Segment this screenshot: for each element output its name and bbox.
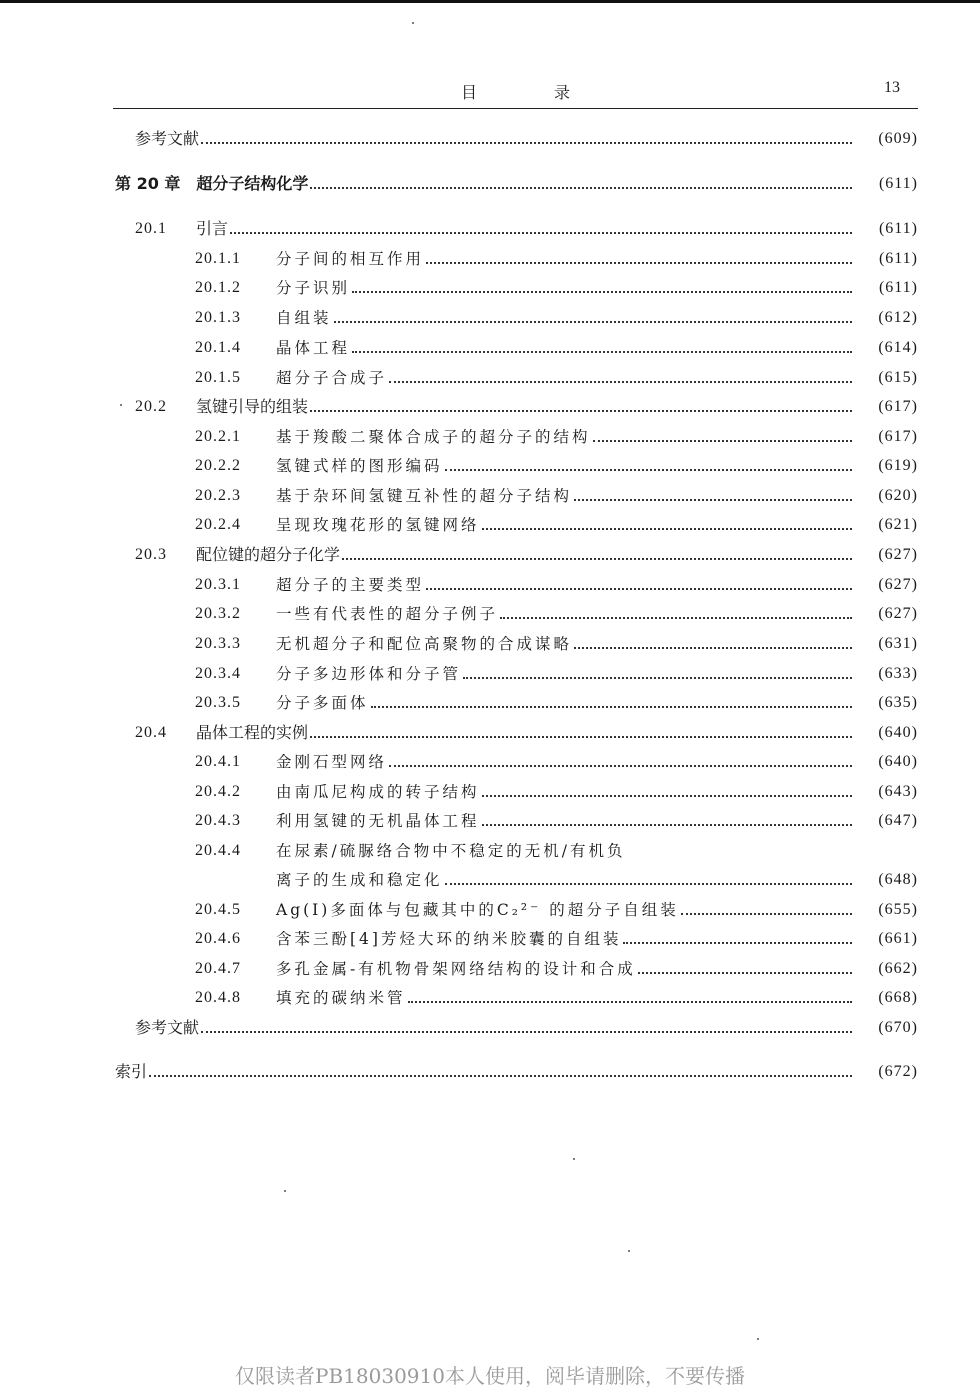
dot-leader bbox=[371, 706, 852, 708]
toc-entry[interactable] bbox=[0, 334, 980, 360]
dot-leader bbox=[463, 677, 852, 679]
dot-leader bbox=[426, 588, 852, 590]
toc-entry-page: (627) bbox=[878, 576, 918, 593]
toc-entry[interactable] bbox=[0, 1058, 980, 1084]
toc-entry[interactable] bbox=[0, 984, 980, 1010]
toc-entry-page: (643) bbox=[878, 783, 918, 800]
scan-speck bbox=[573, 1158, 575, 1160]
toc-entry-page: (611) bbox=[878, 220, 918, 237]
dot-leader bbox=[310, 736, 852, 738]
toc-entry[interactable] bbox=[0, 393, 980, 419]
toc-entry-title: 超分子的主要类型 bbox=[276, 576, 425, 594]
dot-leader bbox=[389, 765, 852, 767]
toc-entry-title: 分子间的相互作用 bbox=[276, 250, 425, 268]
dot-leader bbox=[482, 824, 852, 826]
toc-entry-title: 无机超分子和配位高聚物的合成谋略 bbox=[276, 635, 573, 653]
dot-leader bbox=[230, 232, 852, 234]
toc-entry-page: (627) bbox=[878, 605, 918, 622]
toc-entry[interactable] bbox=[0, 482, 980, 508]
dot-leader bbox=[426, 262, 852, 264]
toc-entry[interactable] bbox=[0, 452, 980, 478]
scan-speck bbox=[284, 1190, 286, 1192]
toc-entry[interactable] bbox=[0, 423, 980, 449]
toc-entry-number: 20.1.3 bbox=[195, 309, 241, 326]
toc-entry[interactable] bbox=[0, 630, 980, 656]
toc-entry[interactable] bbox=[0, 896, 980, 922]
toc-entry[interactable] bbox=[0, 778, 980, 804]
scan-speck bbox=[120, 404, 122, 406]
toc-entry-title: 填充的碳纳米管 bbox=[276, 989, 406, 1007]
toc-entry[interactable] bbox=[0, 274, 980, 300]
toc-entry-page: (633) bbox=[878, 665, 918, 682]
dot-leader bbox=[482, 795, 852, 797]
toc-entry[interactable] bbox=[0, 807, 980, 833]
toc-entry-page: (647) bbox=[878, 812, 918, 829]
toc-entry-number: 20.2.2 bbox=[195, 457, 241, 474]
toc-entry-number: 20.1.1 bbox=[195, 250, 241, 267]
toc-entry[interactable] bbox=[0, 304, 980, 330]
toc-entry-title: 分子多边形体和分子管 bbox=[276, 665, 462, 683]
dot-leader bbox=[389, 381, 852, 383]
toc-entry-title: 离子的生成和稳定化 bbox=[276, 871, 443, 889]
toc-entry-number: 20.4.2 bbox=[195, 783, 241, 800]
toc-entry-title: 由南瓜尼构成的转子结构 bbox=[276, 783, 480, 801]
toc-entry-page: (611) bbox=[878, 279, 918, 296]
toc-entry-title: 多孔金属-有机物骨架网络结构的设计和合成 bbox=[276, 960, 636, 978]
top-border bbox=[0, 0, 980, 3]
toc-entry-number: 20.4.6 bbox=[195, 930, 241, 947]
toc-entry-title: 一些有代表性的超分子例子 bbox=[276, 605, 499, 623]
toc-entry-number: 20.1.4 bbox=[195, 339, 241, 356]
toc-entry-number: 20.4.5 bbox=[195, 901, 241, 918]
toc-entry-page: (612) bbox=[878, 309, 918, 326]
toc-entry-title: 金刚石型网络 bbox=[276, 753, 388, 771]
toc-entry-number: 20.4.3 bbox=[195, 812, 241, 829]
toc-entry-page: (611) bbox=[878, 250, 918, 267]
toc-entry-number: 20.2.1 bbox=[195, 428, 241, 445]
toc-entry-page: (620) bbox=[878, 487, 918, 504]
dot-leader bbox=[201, 1031, 852, 1033]
toc-entry[interactable] bbox=[0, 1014, 980, 1040]
toc-entry-title: 氢键引导的组装 bbox=[196, 397, 309, 416]
toc-entry[interactable] bbox=[0, 866, 980, 892]
toc-entry-title: 超分子合成子 bbox=[276, 369, 388, 387]
dot-leader bbox=[408, 1001, 852, 1003]
toc-entry-page: (619) bbox=[878, 457, 918, 474]
dot-leader bbox=[482, 528, 852, 530]
toc-entry-number: 20.4.4 bbox=[195, 842, 241, 859]
toc-entry-number: 20.4.8 bbox=[195, 989, 241, 1006]
toc-entry-number: 20.1 bbox=[135, 220, 167, 237]
toc-entry-number: 20.2.3 bbox=[195, 487, 241, 504]
scan-speck bbox=[412, 22, 414, 24]
toc-entry-number: 20.3 bbox=[135, 546, 167, 563]
toc-entry-page: (672) bbox=[878, 1063, 918, 1080]
toc-entry-title: 氢键式样的图形编码 bbox=[276, 457, 443, 475]
dot-leader bbox=[149, 1075, 852, 1077]
scan-speck bbox=[757, 1338, 759, 1340]
toc-entry-page: (611) bbox=[878, 175, 918, 192]
toc-entry-page: (627) bbox=[878, 546, 918, 563]
toc-entry[interactable] bbox=[0, 660, 980, 686]
watermark: 仅限读者PB18030910本人使用，阅毕请删除，不要传播 bbox=[235, 1364, 745, 1388]
toc-entry-title: 基于羧酸二聚体合成子的超分子的结构 bbox=[276, 428, 591, 446]
toc-entry-page: (648) bbox=[878, 871, 918, 888]
dot-leader bbox=[352, 351, 852, 353]
toc-entry-title: 在尿素/硫脲络合物中不稳定的无机/有机负 bbox=[276, 842, 626, 860]
toc-entry-page: (615) bbox=[878, 369, 918, 386]
dot-leader bbox=[352, 291, 852, 293]
dot-leader bbox=[445, 469, 852, 471]
toc-entry-number: 20.2.4 bbox=[195, 516, 241, 533]
scan-speck bbox=[628, 1250, 630, 1252]
toc-entry-number: 20.2 bbox=[135, 398, 167, 415]
toc-entry-title: 索引 bbox=[115, 1062, 148, 1081]
dot-leader bbox=[310, 410, 852, 412]
toc-entry-page: (668) bbox=[878, 989, 918, 1006]
dot-leader bbox=[574, 647, 852, 649]
toc-entry-title: 晶体工程的实例 bbox=[196, 723, 309, 742]
toc-entry-title: 基于杂环间氢键互补性的超分子结构 bbox=[276, 487, 573, 505]
toc-entry-title: 自组装 bbox=[276, 309, 332, 327]
toc-entry-page: (609) bbox=[878, 130, 918, 147]
dot-leader bbox=[445, 883, 852, 885]
dot-leader bbox=[201, 142, 852, 144]
toc-entry-title: 晶体工程 bbox=[276, 339, 351, 357]
toc-entry-title: 含苯三酚[4]芳烃大环的纳米胶囊的自组装 bbox=[276, 930, 622, 948]
toc-entry[interactable] bbox=[0, 719, 980, 745]
toc-entry-title: 参考文献 bbox=[135, 1018, 200, 1037]
toc-entry-number: 20.4 bbox=[135, 724, 167, 741]
dot-leader bbox=[681, 913, 852, 915]
toc-entry-page: (640) bbox=[878, 753, 918, 770]
toc-entry-page: (621) bbox=[878, 516, 918, 533]
toc-entry-number: 20.3.4 bbox=[195, 665, 241, 682]
dot-leader bbox=[310, 187, 852, 189]
toc-entry-title: Ag(I)多面体与包藏其中的C₂²⁻ 的超分子自组装 bbox=[276, 901, 679, 919]
toc-entry-number: 20.4.7 bbox=[195, 960, 241, 977]
toc-entry-number: 20.1.2 bbox=[195, 279, 241, 296]
toc-entry-number: 20.4.1 bbox=[195, 753, 241, 770]
toc-entry-number: 20.3.3 bbox=[195, 635, 241, 652]
toc-entry-page: (661) bbox=[878, 930, 918, 947]
toc-entry-title: 分子识别 bbox=[276, 279, 351, 297]
toc-entry-number: 20.3.2 bbox=[195, 605, 241, 622]
toc-entry-title: 配位键的超分子化学 bbox=[196, 545, 341, 564]
toc-entry[interactable] bbox=[0, 215, 980, 241]
dot-leader bbox=[334, 321, 852, 323]
toc-entry-number: 20.1.5 bbox=[195, 369, 241, 386]
toc-entry[interactable] bbox=[0, 955, 980, 981]
toc-entry-title: 分子多面体 bbox=[276, 694, 369, 712]
toc-entry-number: 20.3.5 bbox=[195, 694, 241, 711]
toc-entry-page: (617) bbox=[878, 428, 918, 445]
toc-entry[interactable] bbox=[0, 571, 980, 597]
dot-leader bbox=[342, 558, 852, 560]
dot-leader bbox=[623, 942, 852, 944]
toc-entry-title: 利用氢键的无机晶体工程 bbox=[276, 812, 480, 830]
toc-entry-title: 引言 bbox=[196, 219, 229, 238]
toc-entry[interactable] bbox=[0, 245, 980, 271]
header-page-number: 13 bbox=[884, 79, 900, 96]
toc-entry-page: (635) bbox=[878, 694, 918, 711]
page-header bbox=[113, 78, 918, 109]
dot-leader bbox=[500, 617, 852, 619]
toc-entry-page: (617) bbox=[878, 398, 918, 415]
toc-entry-page: (631) bbox=[878, 635, 918, 652]
toc-entry[interactable] bbox=[0, 511, 980, 537]
toc-entry-number: 20.3.1 bbox=[195, 576, 241, 593]
header-title: 目 录 bbox=[460, 83, 607, 102]
toc-entry[interactable] bbox=[0, 925, 980, 951]
toc-entry[interactable] bbox=[0, 689, 980, 715]
dot-leader bbox=[574, 499, 852, 501]
toc-entry-title: 第 20 章 超分子结构化学 bbox=[115, 174, 309, 193]
toc-entry-page: (655) bbox=[878, 901, 918, 918]
toc-entry[interactable] bbox=[0, 125, 980, 151]
toc-entry-title: 参考文献 bbox=[135, 129, 200, 148]
toc-entry-page: (662) bbox=[878, 960, 918, 977]
toc-entry[interactable] bbox=[0, 170, 980, 196]
toc-entry-page: (670) bbox=[878, 1019, 918, 1036]
toc-entry[interactable] bbox=[0, 364, 980, 390]
toc-entry[interactable] bbox=[0, 837, 980, 863]
toc-entry[interactable] bbox=[0, 748, 980, 774]
toc-entry[interactable] bbox=[0, 541, 980, 567]
toc-entry-title: 呈现玫瑰花形的氢键网络 bbox=[276, 516, 480, 534]
dot-leader bbox=[593, 440, 852, 442]
toc-entry-page: (640) bbox=[878, 724, 918, 741]
toc-entry[interactable] bbox=[0, 600, 980, 626]
dot-leader bbox=[638, 972, 852, 974]
toc-entry-page: (614) bbox=[878, 339, 918, 356]
